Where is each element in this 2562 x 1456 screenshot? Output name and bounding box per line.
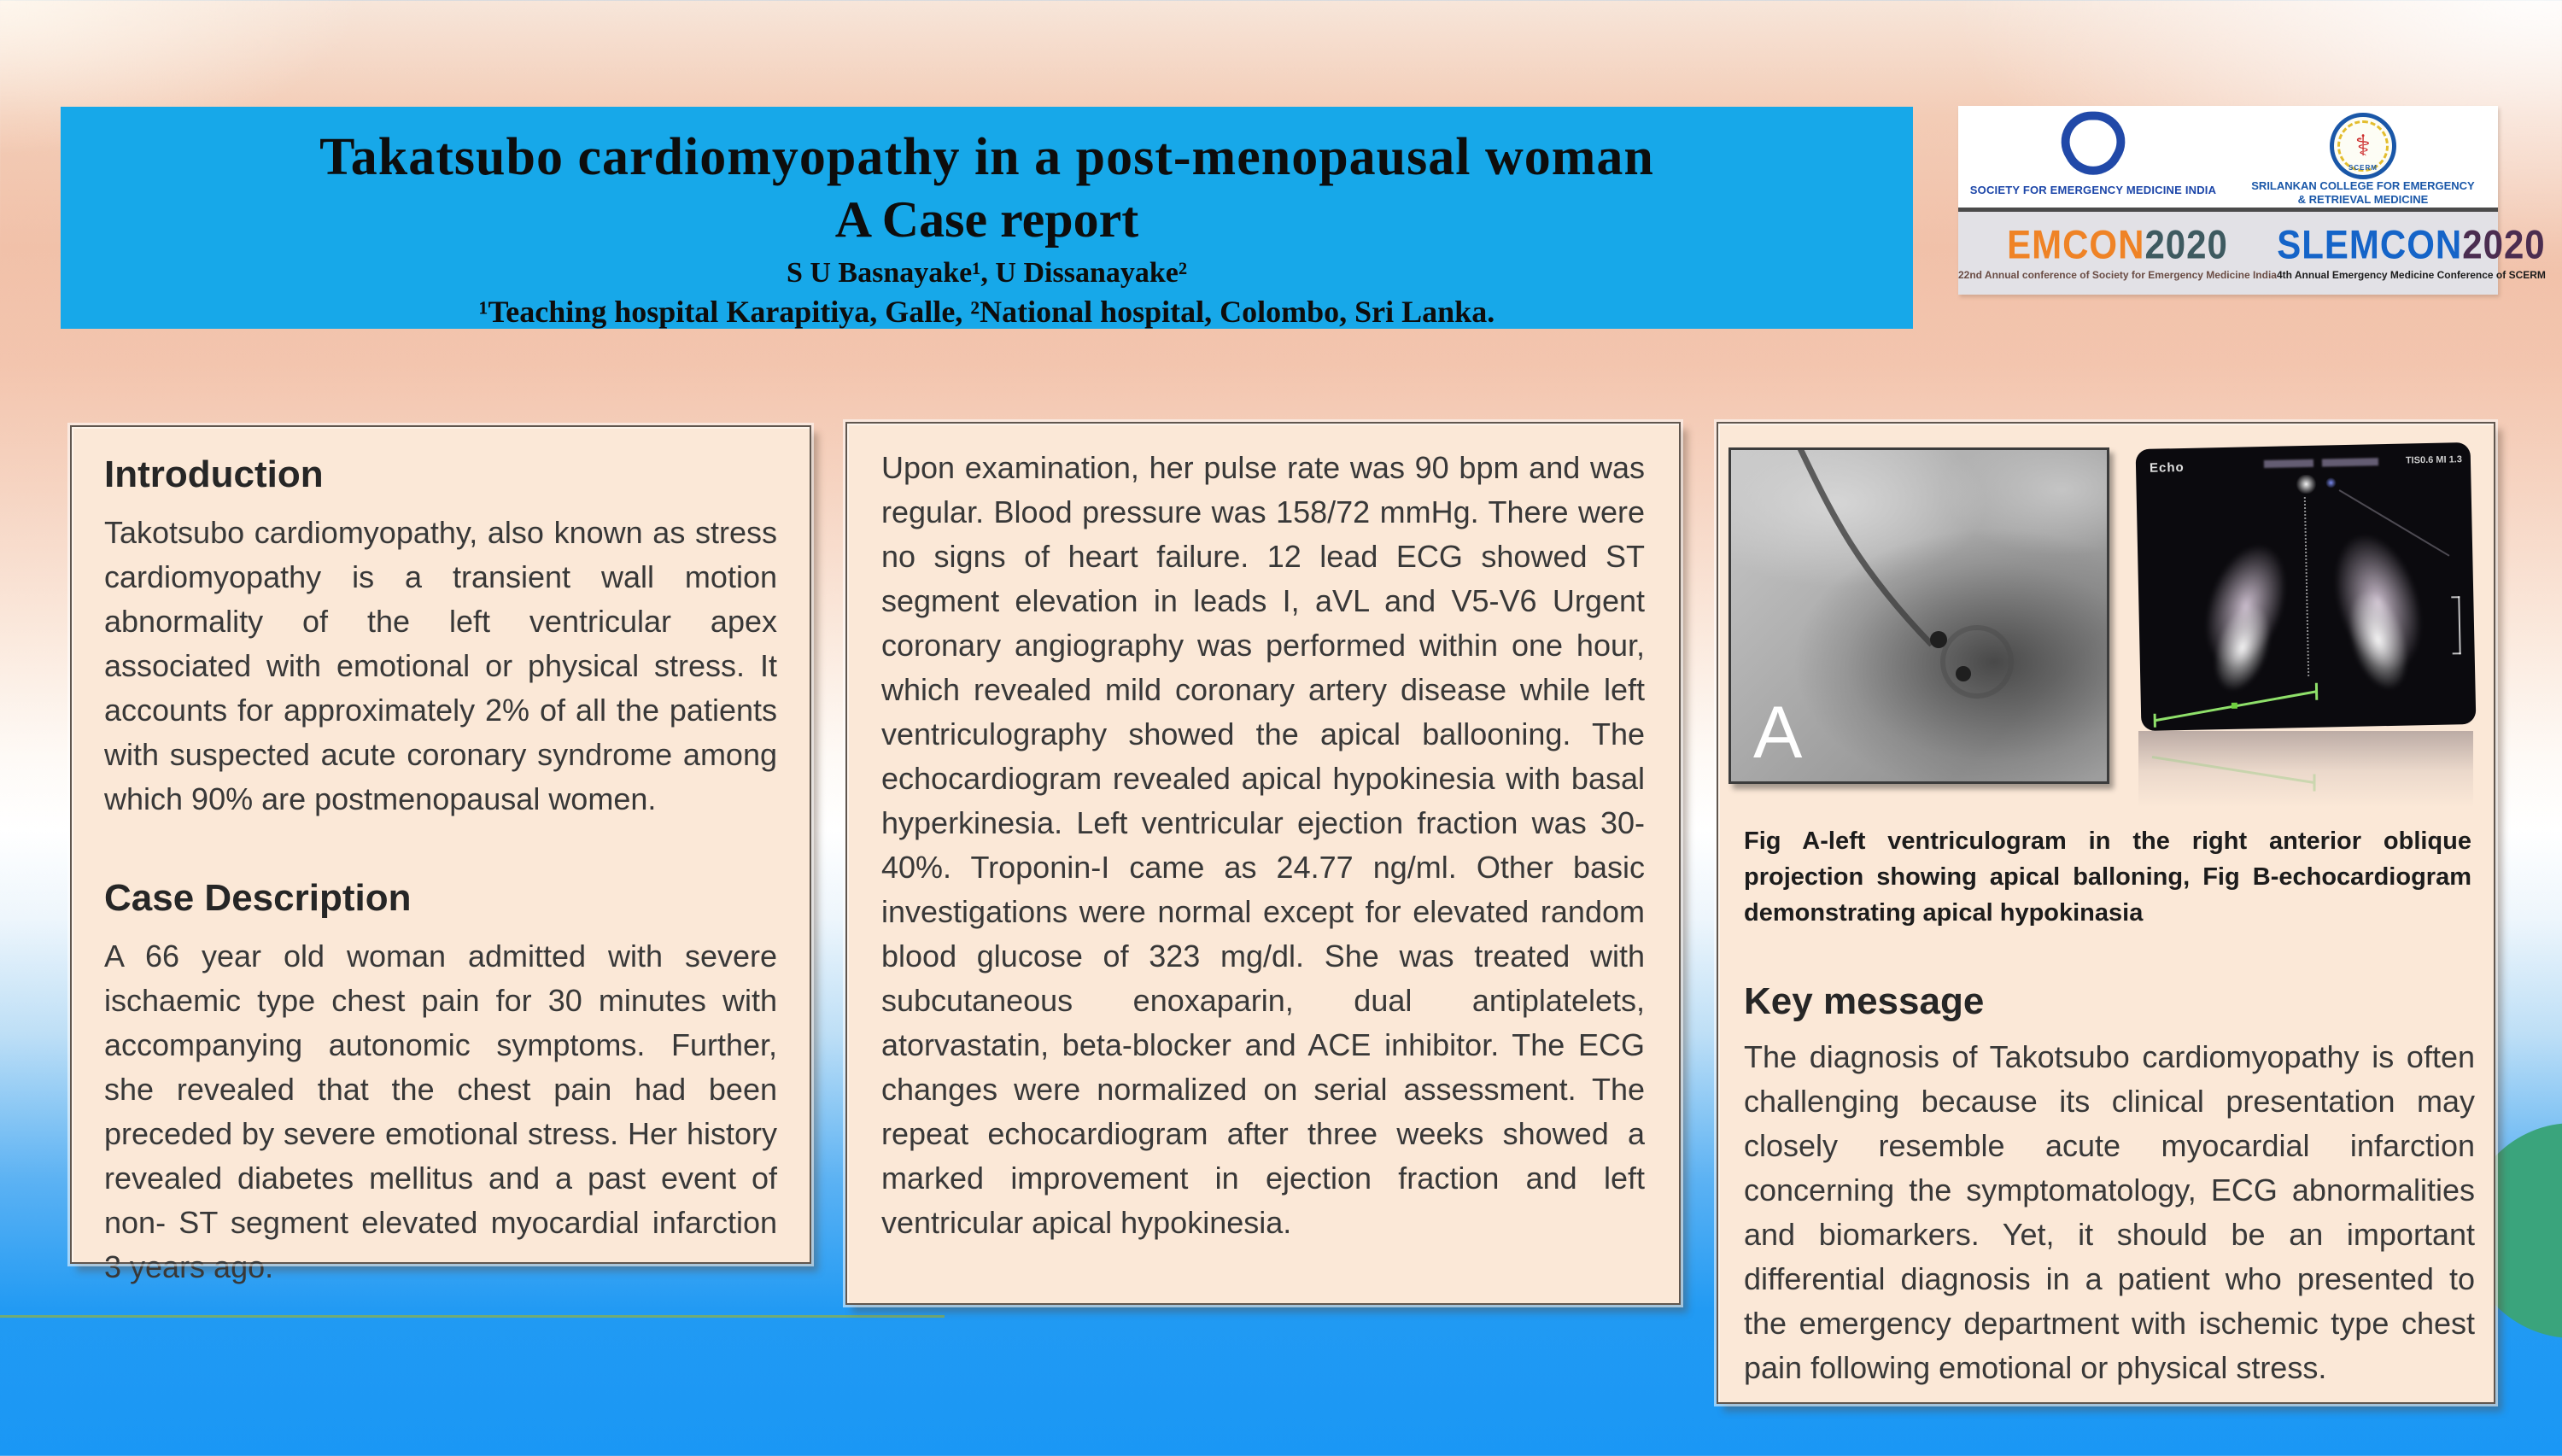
scerm-org-line2: & RETRIEVAL MEDICINE <box>2297 193 2429 206</box>
emcon-wordmark-cell <box>1958 212 2277 295</box>
slemcon-wordmark-cell <box>2277 212 2546 295</box>
emcon-wordmark: EMCON <box>2007 221 2145 267</box>
semi-trefoil-icon <box>2061 106 2126 182</box>
green-accent-line <box>0 1315 945 1318</box>
slemcon-year: 2020 <box>2462 221 2546 267</box>
scerm-org-line1: SRILANKAN COLLEGE FOR EMERGENCY <box>2251 179 2475 192</box>
echo-label: Echo <box>2149 459 2185 476</box>
poster-title-line1: Takatsubo cardiomyopathy in a post-menopausal woman <box>319 128 1654 186</box>
echo-meta-text: TIS0.6 MI 1.3 <box>2405 454 2463 466</box>
echo-measurement-line <box>2136 442 2477 731</box>
emcon-subtitle: 22nd Annual conference of Society for Emergency Medicine India <box>1958 268 2277 281</box>
fig-b-echocardiogram-image <box>2136 442 2477 731</box>
organisation-logos-row <box>1958 106 2498 208</box>
emcon-year: 2020 <box>2144 221 2228 267</box>
clinical-course-panel <box>845 422 1681 1305</box>
slemcon-wordmark: SLEMCON <box>2277 221 2463 267</box>
echo-reflection <box>2138 731 2473 821</box>
scerm-logo-cell <box>2228 106 2498 208</box>
scerm-badge-label: SCERM <box>2348 164 2378 172</box>
case-description-body: A 66 year old woman admitted with severe ischaemic type chest pain for 30 minutes with accompanying autonomic symptoms. Further, she revealed that the chest pain had been preceded by severe emotional stress. Her history revealed diabetes mellitus and a past event of non- ST segment elevated myocardial infarction 3 years ago. <box>104 939 777 1284</box>
introduction-body: Takotsubo cardiomyopathy, also known as stress cardiomyopathy is a transient wall motion abnormality of the left ventricular apex associated with emotional or physical stress. It accounts for approximately 2% of all the patients with suspected acute coronary syndrome among which 90% are postmenopausal women. <box>104 515 777 816</box>
semi-org-name: SOCIETY FOR EMERGENCY MEDICINE INDIA <box>1969 184 2217 196</box>
fig-a-ventriculogram-image <box>1728 447 2109 784</box>
slemcon-subtitle: 4th Annual Emergency Medicine Conference of SCERM <box>2276 268 2546 281</box>
clinical-course-body: Upon examination, her pulse rate was 90 bpm and was regular. Blood pressure was 158/72 mmHg. There were no signs of heart failure. 12 lead ECG showed ST segment elevation in leads I, aVL and V5-V6 Urgent coronary angiography was performed within one hour, which revealed mild coronary artery disease while left ventriculography showed the apical ballooning. The echocardiogram revealed apical hypokinesia with basal hyperkinesia. Left ventricular ejection fraction was 30-40%. Troponin-I came as 24.77 ng/ml. Other basic investigations were normal except for elevated random blood glucose of 323 mg/dl. She was treated with subcutaneous enoxaparin, dual antiplatelets, atorvastatin, beta-blocker and ACE inhibitor. The ECG changes were normalized on serial assessment. The repeat echocardiogram after three weeks showed a marked improvement in ejection fraction and left ventricular apical hypokinesia. <box>881 450 1645 1240</box>
fig-a-label: A <box>1753 692 1803 774</box>
poster-authors: S U Basnayake¹, U Dissanayake² <box>786 257 1188 289</box>
caduceus-icon: ⚕︎ <box>2354 130 2372 162</box>
introduction-heading: Introduction <box>104 453 324 495</box>
key-message-body: The diagnosis of Takotsubo cardiomyopathy is often challenging because its clinical presentation may closely resemble acute myocardial infarction concerning the symptomatology, ECG abnormalities and biomarkers. Yet, it should be an important differential diagnosis in a patient who presented to the emergency department with ischemic type chest pain following emotional or physical stress. <box>1744 1039 2475 1385</box>
poster-affiliations: ¹Teaching hospital Karapitiya, Galle, ²National hospital, Colombo, Sri Lanka. <box>478 295 1495 329</box>
introduction-panel <box>70 425 811 1284</box>
case-description-heading: Case Description <box>104 877 412 919</box>
conference-wordmarks-row <box>1958 212 2546 295</box>
echo-reflection-line <box>2138 731 2473 821</box>
figures-caption: Fig A-left ventriculogram in the right anterior oblique projection showing apical balloning, Fig B-echocardiogram demonstrating apical hypokinasia <box>1744 827 2471 927</box>
key-message-heading: Key message <box>1744 980 1985 1022</box>
conference-logo-box <box>1958 106 2546 295</box>
scerm-badge-icon <box>2330 113 2396 179</box>
title-banner <box>61 107 1913 329</box>
semi-logo-cell <box>1958 106 2228 208</box>
poster-title-line2: A Case report <box>834 191 1139 248</box>
figures-key-message-panel <box>1717 422 2495 1404</box>
